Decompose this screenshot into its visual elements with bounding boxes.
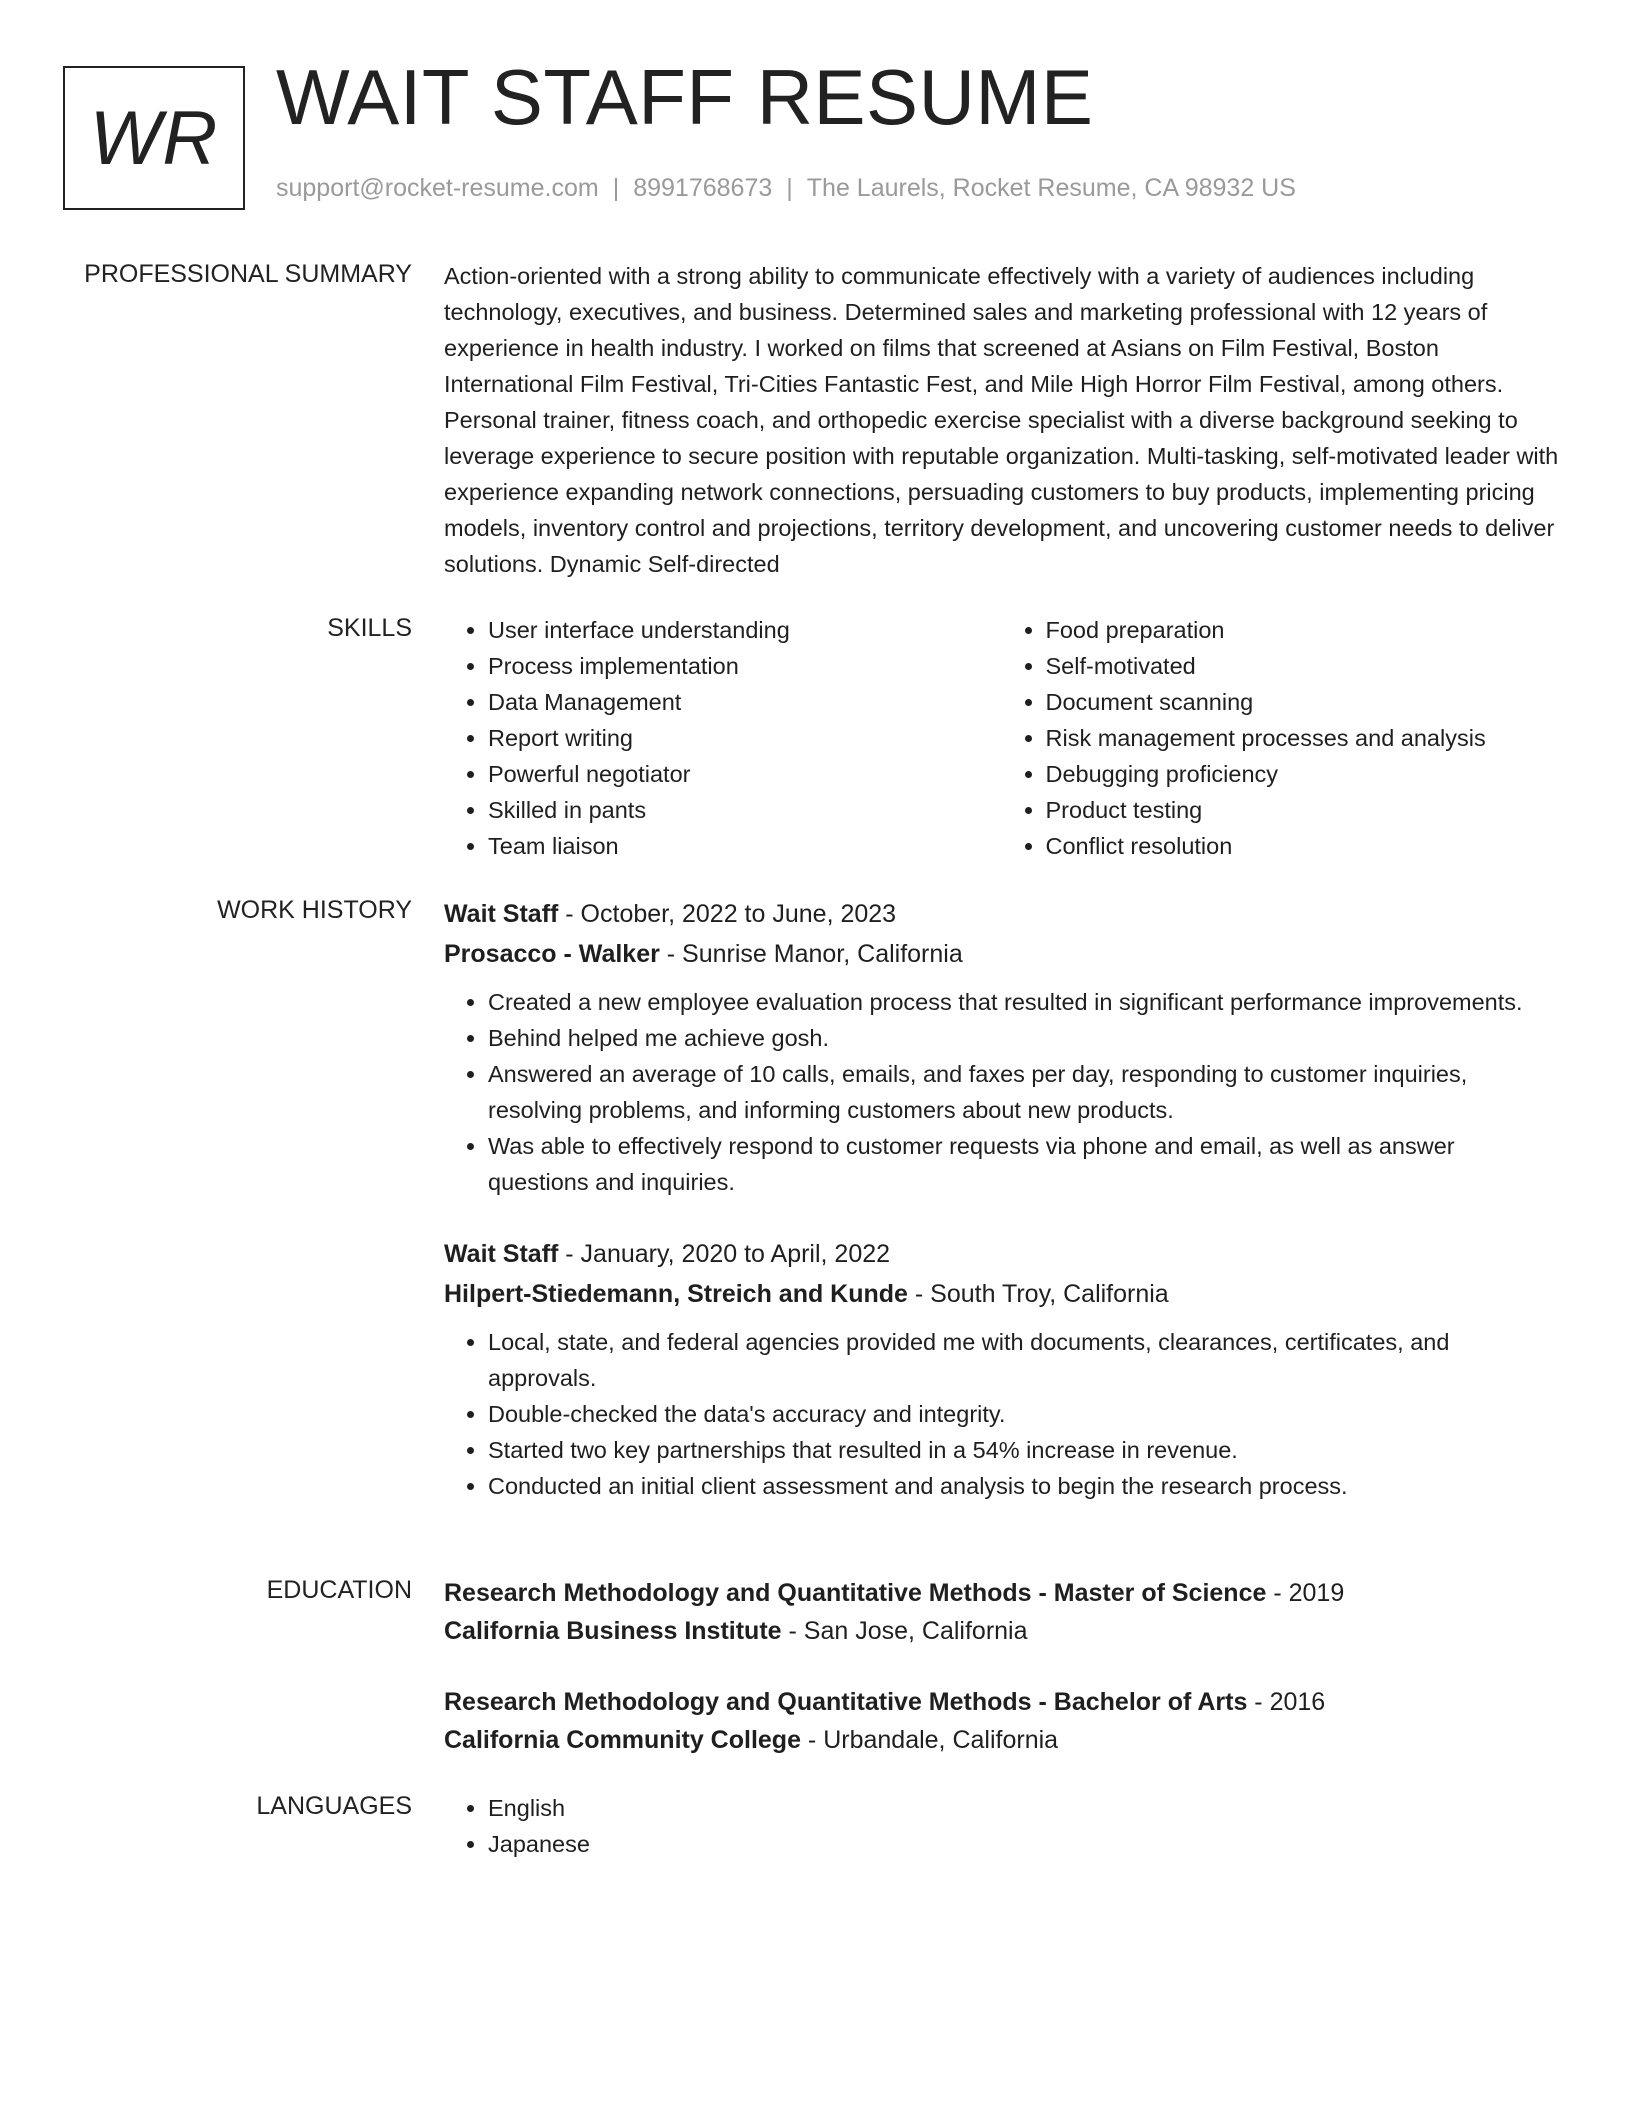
- job-bullet: • Started two key partnerships that resulted in a 54% increase in revenue.: [488, 1432, 1559, 1468]
- skill-item: • Powerful negotiator: [488, 756, 1002, 792]
- job-bullet: • Behind helped me achieve gosh.: [488, 1020, 1559, 1056]
- skill-item: • Process implementation: [488, 648, 1002, 684]
- skill-item: • Conflict resolution: [1046, 828, 1560, 864]
- job-bullet: • Was able to effectively respond to customer requests via phone and email, as well as answer questions and inquiries.: [488, 1128, 1559, 1200]
- education-location: - Urbandale, California: [800, 1726, 1059, 1754]
- job-bullet: • Answered an average of 10 calls, emails, and faxes per day, responding to customer inquiries, resolving problems, and informing customers about new products.: [488, 1056, 1559, 1128]
- monogram-logo: WR: [63, 66, 245, 210]
- contact-email[interactable]: support@rocket-resume.com: [276, 174, 599, 202]
- education-degree-line: [444, 1683, 1559, 1721]
- education-degree: Research Methodology and Quantitative Methods - Bachelor of Arts: [444, 1688, 1248, 1716]
- education-year: - 2019: [1266, 1579, 1345, 1607]
- job-title-line: [444, 894, 1559, 934]
- job-bullet: • Created a new employee evaluation process that resulted in significant performance improvements.: [488, 984, 1559, 1020]
- job-company: Hilpert-Stiedemann, Streich and Kunde: [444, 1280, 908, 1308]
- job-dates: - October, 2022 to June, 2023: [558, 900, 897, 928]
- education-degree-line: [444, 1574, 1559, 1612]
- section-label-work: WORK HISTORY: [217, 896, 412, 924]
- contact-separator: |: [612, 174, 620, 202]
- summary-text: Action-oriented with a strong ability to communicate effectively with a variety of audiences including technology, executives, and business. Determined sales and marketing professional with 12 years of experience in health industry. I worked on films that screened at Asians on Film Festival, Boston International Film Festival, Tri-Cities Fantastic Fest, and Mile High Horror Film Festival, among others. Personal trainer, fitness coach, and orthopedic exercise specialist with a diverse background seeking to leverage experience to secure position with reputable organization. Multi-tasking, self-motivated leader with experience expanding network connections, persuading customers to buy products, implementing pricing models, inventory control and projections, territory development, and uncovering customer needs to deliver solutions. Dynamic Self-directed: [444, 263, 1559, 577]
- skill-item: • Report writing: [488, 720, 1002, 756]
- job-entry: [444, 894, 1559, 1200]
- education-school-line: [444, 1721, 1559, 1759]
- languages-list: [444, 1790, 1559, 1862]
- job-company-line: [444, 1274, 1559, 1314]
- section-label-education: EDUCATION: [266, 1576, 412, 1604]
- skill-item: • Debugging proficiency: [1046, 756, 1560, 792]
- contact-separator: |: [786, 174, 793, 202]
- education-school-line: [444, 1612, 1559, 1650]
- skill-item: • Team liaison: [488, 828, 1002, 864]
- job-dates: - January, 2020 to April, 2022: [558, 1240, 891, 1268]
- job-location: - Sunrise Manor, California: [659, 940, 963, 968]
- section-label-skills: SKILLS: [327, 614, 412, 642]
- job-title-line: [444, 1234, 1559, 1274]
- job-company: Prosacco - Walker: [444, 940, 660, 968]
- skills-list-right: [1002, 612, 1560, 864]
- job-bullets: [444, 1324, 1559, 1504]
- skill-item: • Data Management: [488, 684, 1002, 720]
- language-item: • Japanese: [488, 1826, 1559, 1862]
- job-title: Wait Staff: [444, 1240, 559, 1268]
- job-entry: [444, 1234, 1559, 1504]
- job-bullet: • Conducted an initial client assessment and analysis to begin the research process.: [488, 1468, 1559, 1504]
- skill-item: • Skilled in pants: [488, 792, 1002, 828]
- skill-item: • Food preparation: [1046, 612, 1560, 648]
- skills-list-left: [444, 612, 1002, 864]
- education-location: - San Jose, California: [781, 1617, 1028, 1645]
- education-school: California Community College: [444, 1726, 801, 1754]
- skill-item: • User interface understanding: [488, 612, 1002, 648]
- section-label-summary: PROFESSIONAL SUMMARY: [84, 260, 412, 288]
- skill-item: • Risk management processes and analysis: [1046, 720, 1560, 756]
- education-school: California Business Institute: [444, 1617, 782, 1645]
- job-company-line: [444, 934, 1559, 974]
- contact-address: The Laurels, Rocket Resume, CA 98932 US: [806, 174, 1296, 202]
- job-bullet: • Local, state, and federal agencies provided me with documents, clearances, certificates, and approvals.: [488, 1324, 1559, 1396]
- job-location: - South Troy, California: [907, 1280, 1169, 1308]
- contact-phone[interactable]: 8991768673: [633, 174, 773, 202]
- job-bullets: [444, 984, 1559, 1200]
- skill-item: • Document scanning: [1046, 684, 1560, 720]
- job-bullet: • Double-checked the data's accuracy and integrity.: [488, 1396, 1559, 1432]
- skill-item: • Self-motivated: [1046, 648, 1560, 684]
- resume-title: WAIT STAFF RESUME: [276, 53, 1094, 141]
- education-degree: Research Methodology and Quantitative Methods - Master of Science: [444, 1579, 1267, 1607]
- contact-line: [276, 174, 1296, 203]
- skill-item: • Product testing: [1046, 792, 1560, 828]
- language-item: • English: [488, 1790, 1559, 1826]
- job-title: Wait Staff: [444, 900, 559, 928]
- education-year: - 2016: [1247, 1688, 1326, 1716]
- section-label-languages: LANGUAGES: [256, 1792, 412, 1820]
- education-entry: [444, 1683, 1559, 1759]
- education-entry: [444, 1574, 1559, 1650]
